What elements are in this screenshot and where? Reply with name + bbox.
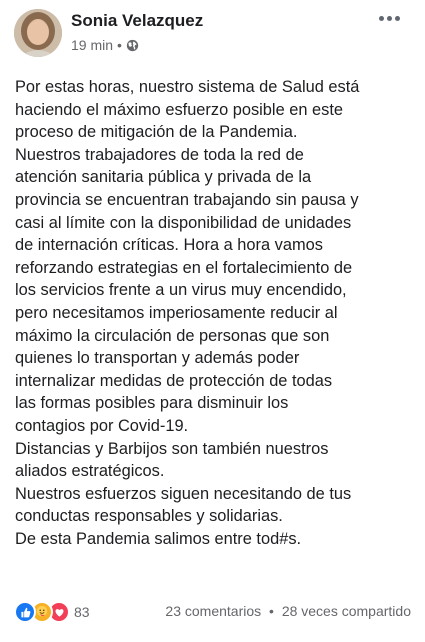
more-options-icon[interactable]: [379, 14, 401, 22]
meta-separator: •: [117, 37, 122, 53]
shares-link[interactable]: 28 veces compartido: [281, 603, 411, 619]
post-line: los servicios frente a un virus muy encendido,: [15, 281, 347, 300]
post-footer: [0, 600, 425, 624]
post-line: Nuestros trabajadores de toda la red de: [15, 145, 304, 164]
post-line: máximo la circulación de personas que son: [15, 326, 330, 345]
post-line: De esta Pandemia salimos entre tod#s.: [15, 529, 302, 548]
avatar[interactable]: [14, 9, 62, 57]
author-name[interactable]: Sonia Velazquez: [71, 11, 204, 30]
like-icon: [14, 601, 36, 623]
stats-separator: •: [269, 603, 274, 619]
post-line: provincia se encuentran trabajando sin pausa y: [15, 190, 359, 209]
globe-icon: [126, 39, 139, 52]
post-header: [0, 0, 425, 70]
post-line: contagios por Covid-19.: [15, 416, 189, 435]
post-line: casi al límite con la disponibilidad de unidades: [15, 213, 352, 232]
reactions-summary[interactable]: [14, 600, 90, 624]
post-line: aliados estratégicos.: [15, 462, 165, 481]
post-time[interactable]: 19 min: [71, 37, 114, 53]
reaction-count: 83: [74, 604, 90, 620]
post-line: haciendo el máximo esfuerzo posible en este: [15, 100, 344, 119]
post-stats: [165, 603, 411, 619]
post-line: Nuestros esfuerzos siguen necesitando de tus: [15, 484, 352, 503]
post-line: Distancias y Barbijos son también nuestros: [15, 439, 329, 458]
post-line: las formas posibles para disminuir los: [15, 394, 289, 413]
comments-link[interactable]: 23 comentarios: [165, 603, 262, 619]
post-line: quienes lo transportan y además poder: [15, 349, 300, 368]
post-line: de internación críticas. Hora a hora vamos: [15, 236, 323, 255]
post-line: pero necesitamos imperiosamente reducir al: [15, 303, 338, 322]
post-line: internalizar medidas de protección de todas: [15, 371, 333, 390]
post-meta: [71, 37, 139, 53]
post-line: Por estas horas, nuestro sistema de Salud está: [15, 78, 360, 96]
post-line: conductas responsables y solidarias.: [15, 507, 283, 526]
post-line: atención sanitaria pública y privada de la: [15, 168, 312, 187]
post-line: reforzando estrategias en el fortalecimiento de: [15, 258, 353, 277]
post-text: [15, 76, 415, 550]
post-line: proceso de mitigación de la Pandemia.: [15, 123, 298, 142]
